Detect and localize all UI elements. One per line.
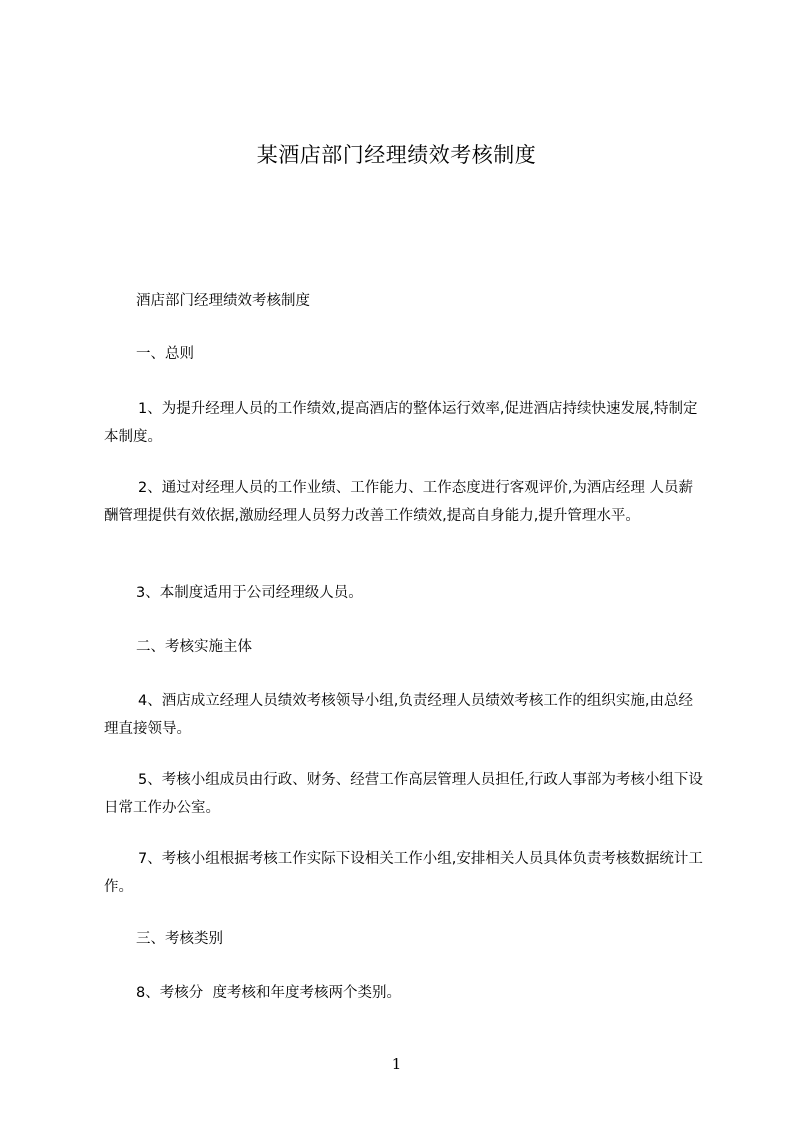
paragraph-3: 3、本制度适用于公司经理级人员。	[136, 585, 363, 601]
paragraph-5: 5、考核小组成员由行政、财务、经营工作高层管理人员担任,行政人事部为考核小组下设日常工作办公室。	[104, 772, 703, 816]
section-heading-subject: 二、考核实施主体	[136, 639, 252, 655]
paragraph-1: 1、为提升经理人员的工作绩效,提高酒店的整体运行效率,促进酒店持续快速发展,特制定本制度。	[104, 401, 698, 445]
paragraph-8: 8、考核分 度考核和年度考核两个类别。	[136, 985, 401, 1001]
document-subtitle: 酒店部门经理绩效考核制度	[136, 293, 310, 309]
document-title: 某酒店部门经理绩效考核制度	[256, 143, 537, 167]
paragraph-4: 4、酒店成立经理人员绩效考核领导小组,负责经理人员绩效考核工作的组织实施,由总经理直接领导。	[104, 693, 693, 737]
paragraph-7: 7、考核小组根据考核工作实际下设相关工作小组,安排相关人员具体负责考核数据统计工作。	[104, 851, 703, 895]
page-number: 1	[391, 1055, 402, 1073]
section-heading-categories: 三、考核类别	[136, 931, 223, 947]
section-heading-general: 一、总则	[136, 346, 194, 362]
paragraph-2: 2、通过对经理人员的工作业绩、工作能力、工作态度进行客观评价,为酒店经理 人员薪酬管理提供有效依据,激励经理人员努力改善工作绩效,提高自身能力,提升管理水平。	[104, 480, 693, 524]
